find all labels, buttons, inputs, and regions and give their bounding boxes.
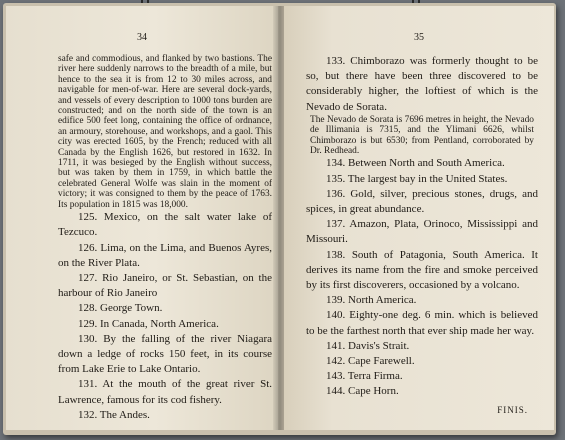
left-page: [6, 6, 278, 430]
right-page: [284, 6, 554, 430]
answer-entry: 128. George Town.: [78, 302, 163, 315]
answer-entry: 130. By the falling of the river Niagara down a ledge of rocks 150 feet, in its course from Lake Erie to Lake Ontario.: [58, 332, 272, 376]
page-body: [58, 54, 272, 423]
page-number: 34: [137, 32, 147, 43]
answer-entry: 139. North America.: [326, 294, 417, 307]
finis-mark: FINIS.: [497, 404, 528, 415]
footnote-text: The Nevado de Sorata is 7696 metres in height, the Nevado de Illimania is 7315, and the Ylimani 6626, whilst Chimborazo is but 6530; from Pentland, corroborated by Dr. Redhead.: [310, 114, 534, 157]
answer-entry: 141. Davis's Strait.: [326, 339, 410, 352]
answer-entry: 143. Terra Firma.: [326, 370, 403, 383]
answer-entry: 137. Amazon, Plata, Orinoco, Mississippi and Missouri.: [306, 218, 538, 246]
answer-entry: 138. South of Patagonia, South America. It derives its name from the fire and smoke perceived by its first discoverers, occasioned by a volcano.: [306, 248, 538, 292]
answer-entry: 136. Gold, silver, precious stones, drugs, and spices, in great abundance.: [306, 187, 538, 216]
answer-entry: 131. At the mouth of the great river St. Lawrence, famous for its cod fishery.: [58, 378, 272, 406]
book: [3, 3, 556, 435]
answer-entry: 134. Between North and South America.: [326, 157, 505, 170]
answer-entry: 125. Mexico, on the salt water lake of Tezcuco.: [58, 211, 272, 239]
answer-entry: 129. In Canada, North America.: [78, 317, 219, 330]
answer-entry: 126. Lima, on the Lima, and Buenos Ayres, on the River Plata.: [58, 241, 272, 269]
answer-entry: 127. Rio Janeiro, or St. Sebastian, on the harbour of Rio Janeiro: [58, 271, 272, 300]
answer-entry: 142. Cape Farewell.: [326, 355, 415, 368]
answer-entry: 132. The Andes.: [78, 408, 150, 421]
answer-entry: 135. The largest bay in the United States.: [326, 172, 508, 185]
answer-entry: 144. Cape Horn.: [326, 385, 399, 398]
page-number: 35: [414, 32, 424, 43]
footnote-text: safe and commodious, and flanked by two bastions. The river here suddenly narrows to the breadth of a mile, but hence to the sea it is from 12 to 30 miles across, and navigable for men-of-war. Here are several dock-yards, and vessels of every description to 1000 tons burden are constructed; and on the north side of the town is an edifice 500 feet long, containing the office of ordnance, an armoury, storehouse, and workshops, and a gaol. This city was erected 1605, by the French; reduced with all Canada by the English 1626, but restored in 1632. In 1711, it was besieged by the English without success, but was taken by them in 1759, in which battle the celebrated General Wolfe was slain in the moment of victory; it was consigned to them by the peace of 1763. Its population in 1815 was 18,000.: [58, 54, 272, 210]
page-body: [306, 54, 538, 415]
answer-entry: 140. Eighty-one deg. 6 min. which is believed to be the farthest north that ever ship made her way.: [306, 309, 538, 337]
answer-entry: 133. Chimborazo was formerly thought to be so, but there have been three discovered to be considerably higher, the loftiest of which is the Nevado de Sorata.: [306, 55, 538, 113]
